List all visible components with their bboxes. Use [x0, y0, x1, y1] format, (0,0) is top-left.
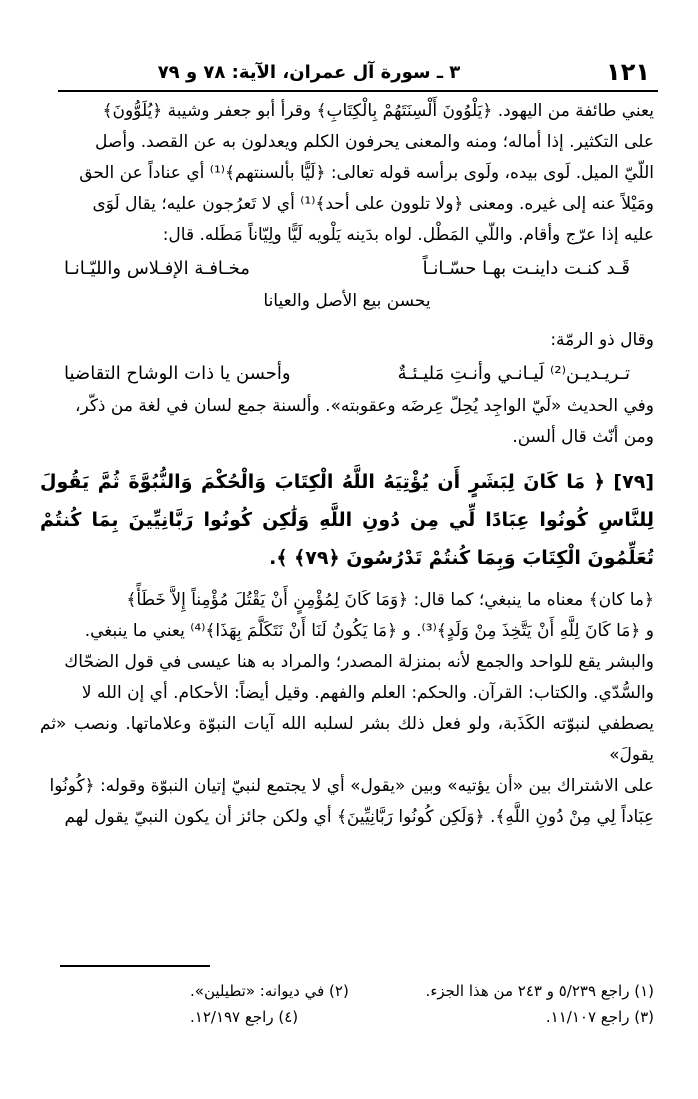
quran-verse	[40, 463, 654, 577]
text-line: ﴿ما كان﴾ معناه ما ينبغي؛ كما قال: ﴿وَمَا كَانَ لِمُؤْمِنٍ أَنْ يَقْتُلَ مُؤْمِناً إِلاَّ خَطَأً﴾	[126, 590, 654, 610]
text-line: على التكثير. إذا أماله؛ ومنه والمعنى يحرفون الكلم ويعدلون به عن القصد. وأصل	[95, 132, 654, 152]
text-line: عِبَاداً لِي مِنْ دُونِ اللَّهِ﴾. ﴿وَلَكِن كُونُوا رَبَّانِيِّينَ﴾ أي ولكن جائز أن يكون النبيّ يقول لهم	[64, 807, 654, 827]
text-line: ومَيْلاً عنه إلى غيره. ومعنى ﴿ولا تلوون على أحد﴾⁽¹⁾ أي لا تَعرُجون عليه؛ يقال لَوَى	[92, 194, 654, 214]
verse-second-hemistich: وأحسن يا ذات الوشاح التقاضيا	[64, 363, 291, 384]
running-title: ٣ ـ سورة آل عمران، الآية: ٧٨ و ٧٩	[157, 62, 461, 83]
footnotes	[190, 978, 654, 1030]
verse-first-hemistich: تـريـديـن⁽²⁾ لَيـانـي وأنـتِ مَليـئـةٌ	[397, 363, 630, 384]
page-number: ١٢١	[606, 58, 650, 86]
verse-text: ﴿ مَا كَانَ لِبَشَرٍ أَن يُؤْتِيَهُ اللَّهُ الْكِتَابَ وَالْحُكْمَ وَالنُّبُوَّةَ ثُمَّ يَقُولَ لِلنَّاسِ كُونُوا عِبَادًا لِّي مِن دُونِ اللَّهِ وَلَٰكِن كُونُوا رَبَّانِيِّينَ بِمَا كُنتُمْ تُعَلِّمُونَ الْكِتَابَ وَبِمَا كُنتُمْ تَدْرُسُونَ ﴿٧٩﴾ ﴾.	[40, 471, 654, 569]
text-line: والبشر يقع للواحد والجمع لأنه بمنزلة المصدر؛ والمراد به هنا عيسى في قول الضحّاك	[64, 652, 654, 672]
text-line: وقال ذو الرمّة:	[550, 330, 654, 350]
verse-first-hemistich: قَـد كنـت داينـت بهـا حسّـانـاً	[422, 258, 630, 279]
text-line: و ﴿مَا كَانَ لِلَّهِ أَنْ يَتَّخِذَ مِنْ وَلَدٍ﴾⁽³⁾. و ﴿مَا يَكُونُ لَنَا أَنْ نَتَكَلَّمَ بِهَذَا﴾⁽⁴⁾ يعني ما ينبغي.	[84, 621, 654, 641]
header-rule	[58, 90, 658, 92]
text-line: على الاشتراك بين «أن يؤتيه» وبين «يقول» أي لا يجتمع لنبيّ إتيان النبوّة وقوله: ﴿كُونُوا	[49, 776, 654, 796]
text-line: والسُّدّي. والكتاب: القرآن. والحكم: العلم والفهم. وقيل أيضاً: الأحكام. أي إن الله لا	[81, 683, 654, 703]
page-header	[40, 58, 658, 90]
text-line: يعني طائفة من اليهود. ﴿يَلْوُونَ أَلْسِنَتَهُمْ بِالْكِتَابِ﴾ وقرأ أبو جعفر وشيبة ﴿يُلَوُّونَ﴾	[102, 101, 654, 121]
text-line: اللّيّ الميل. لَوى بيده، ولَوى برأسه قوله تعالى: ﴿لَيًّا بألسنتهم﴾⁽¹⁾ أي عناداً عن الحق	[79, 163, 654, 183]
footnote-row	[190, 1004, 654, 1030]
verse-line-center: يحسن بيع الأصل والعيانا	[263, 291, 431, 311]
text-line: يصطفي لنبوّته الكَذَبة، ولو فعل ذلك بشر لسلبه الله آيات النبوّة وعلاماتها. ونصب «ثم يقولَ»	[40, 714, 654, 765]
text-line: وفي الحديث «لَيّ الواجِد يُحِلّ عِرضَه وعقوبته». وألسنة جمع لسان في لغة من ذكّر،	[74, 396, 654, 416]
poem-verse	[40, 253, 654, 284]
footnote: (٤) راجع ١٢/١٩٧.	[190, 1008, 299, 1026]
verse-second-hemistich: مخـافـة الإفـلاس والليّـانـا	[64, 258, 250, 279]
main-text	[40, 96, 654, 833]
footnote: (٣) راجع ١١/١٠٧.	[545, 1008, 654, 1026]
verse-number: [٧٩]	[613, 471, 654, 493]
text-line: ومن أنّث قال ألسن.	[512, 427, 654, 447]
footnote-rule	[60, 965, 210, 967]
footnote: (١) راجع ٥/٢٣٩ و ٢٤٣ من هذا الجزء.	[425, 982, 654, 1000]
poem-verse	[40, 358, 654, 389]
footnote-row	[190, 978, 654, 1004]
text-line: عليه إذا عرّج وأقام. واللّي المَطْل. لواه بدَينه يَلْويه لَيًّا ولِيّاناً مَطَله. قال:	[162, 225, 654, 245]
footnote: (٢) في ديوانه: «تطيلين».	[190, 982, 349, 1000]
